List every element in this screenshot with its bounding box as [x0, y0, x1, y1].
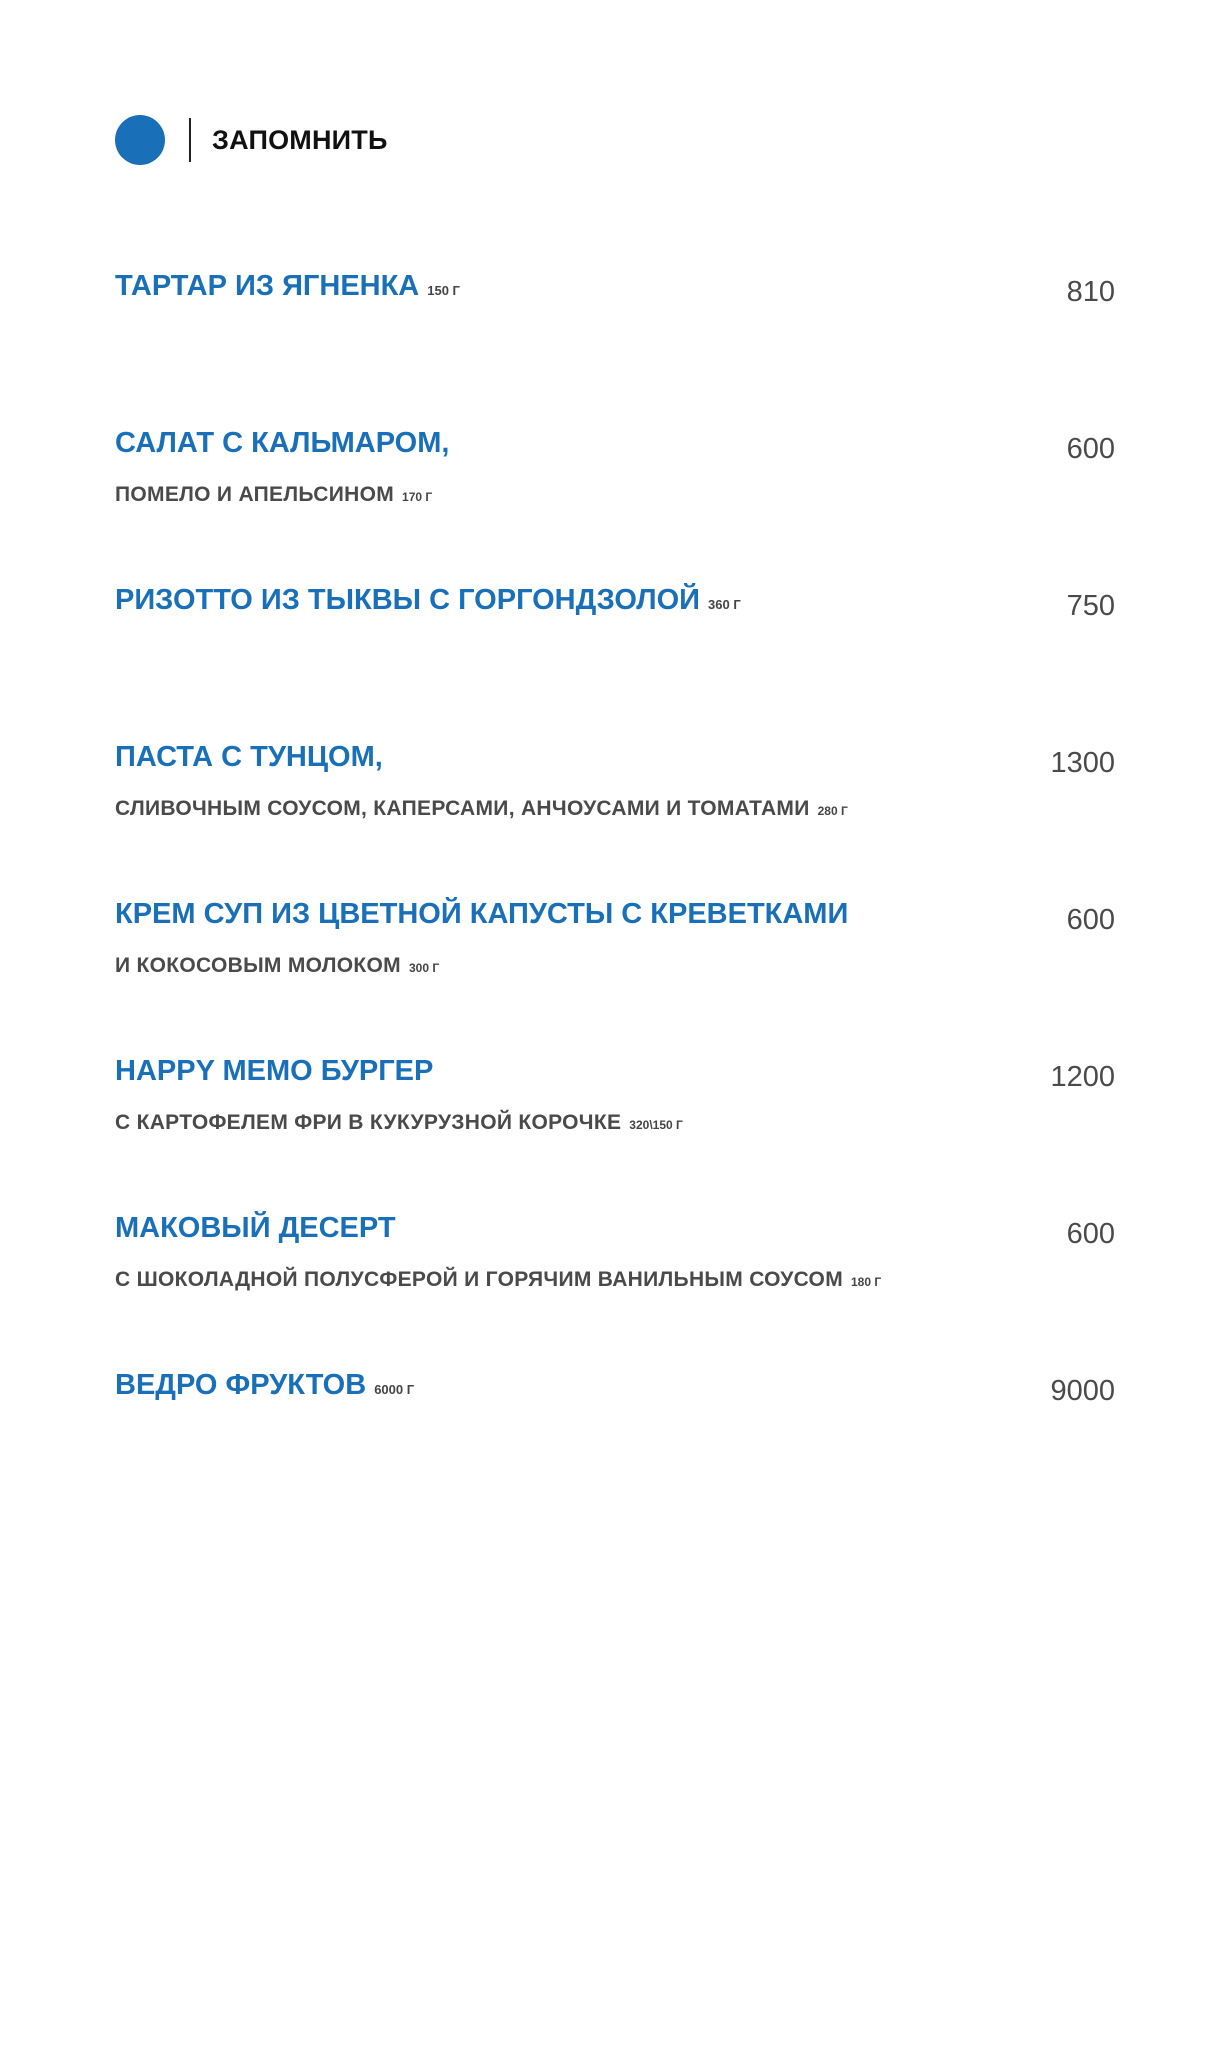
dish-price: 1300: [1050, 747, 1115, 779]
dish-title: HAPPY МЕМО БУРГЕР: [115, 1055, 434, 1087]
menu-item: [115, 427, 1115, 584]
dish-subtitle: СЛИВОЧНЫМ СОУСОМ, КАПЕРСАМИ, АНЧОУСАМИ И ТОМАТАМИ: [115, 797, 810, 820]
dish-title: МАКОВЫЙ ДЕСЕРТ: [115, 1212, 396, 1244]
dish-weight: 180 Г: [850, 1275, 882, 1289]
menu-item: [115, 898, 1115, 1055]
dish-weight: 300 Г: [408, 961, 440, 975]
dish-price: 600: [1066, 433, 1115, 465]
menu-item: [115, 584, 1115, 741]
menu-item: [115, 741, 1115, 898]
dish-price: 1200: [1050, 1061, 1115, 1093]
dish-title: ПАСТА С ТУНЦОМ,: [115, 741, 383, 773]
dish-title: КРЕМ СУП ИЗ ЦВЕТНОЙ КАПУСТЫ С КРЕВЕТКАМИ: [115, 898, 849, 930]
header: [115, 114, 388, 166]
menu-item: [115, 270, 1115, 427]
dish-weight: 320\150 Г: [629, 1118, 683, 1132]
dish-subtitle: С КАРТОФЕЛЕМ ФРИ В КУКУРУЗНОЙ КОРОЧКЕ: [115, 1111, 622, 1134]
dish-weight: 360 Г: [708, 597, 741, 612]
logo-circle-icon: [115, 115, 165, 165]
dish-price: 600: [1066, 904, 1115, 936]
dish-subtitle: ПОМЕЛО И АПЕЛЬСИНОМ: [115, 483, 395, 506]
dish-title: ВЕДРО ФРУКТОВ: [115, 1369, 367, 1401]
dish-title: РИЗОТТО ИЗ ТЫКВЫ С ГОРГОНДЗОЛОЙ: [115, 584, 701, 616]
dish-price: 810: [1066, 276, 1115, 308]
dish-subtitle: И КОКОСОВЫМ МОЛОКОМ: [115, 954, 401, 977]
dish-subtitle: С ШОКОЛАДНОЙ ПОЛУСФЕРОЙ И ГОРЯЧИМ ВАНИЛЬНЫМ СОУСОМ: [115, 1268, 843, 1291]
dish-price: 600: [1066, 1218, 1115, 1250]
menu-item: [115, 1212, 1115, 1369]
dish-weight: 150 Г: [427, 283, 460, 298]
dish-title: САЛАТ С КАЛЬМАРОМ,: [115, 427, 450, 459]
dish-weight: 280 Г: [817, 804, 848, 818]
dish-weight: 170 Г: [402, 490, 433, 504]
header-divider: [189, 118, 191, 162]
dish-price: 9000: [1050, 1375, 1115, 1407]
dish-title: ТАРТАР ИЗ ЯГНЕНКА: [115, 270, 420, 302]
dish-weight: 6000 Г: [374, 1382, 415, 1397]
dish-price: 750: [1066, 590, 1115, 622]
menu-item: [115, 1369, 1115, 1526]
menu-item: [115, 1055, 1115, 1212]
menu-list: [115, 270, 1115, 1526]
brand-name: ЗАПОМНИТЬ: [212, 124, 388, 155]
